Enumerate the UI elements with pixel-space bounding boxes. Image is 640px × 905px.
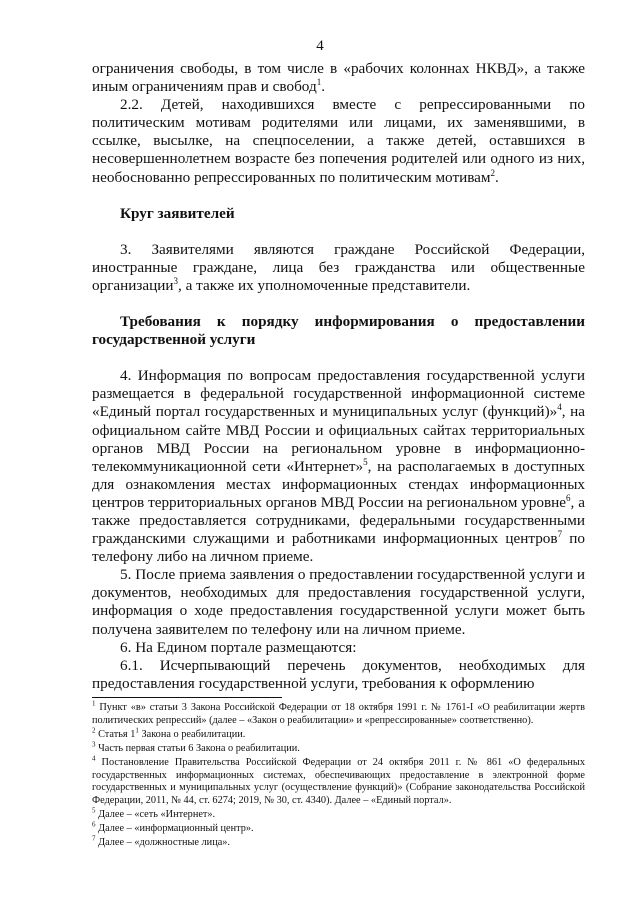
- footnote-ref-1: 1: [316, 77, 322, 88]
- footnote-ref-7: 7: [557, 529, 563, 539]
- footnote-ref-4: 4: [557, 402, 562, 413]
- footnotes: [92, 699, 585, 851]
- heading-applicants: Круг заявителей: [120, 204, 235, 222]
- paragraph-1-continuation: ограничения свободы, в том числе в «рабочих колоннах НКВД», а также иным ограничениям прав и свобод$^1$.: [92, 60, 585, 96]
- footnote-ref-6: 6: [566, 492, 571, 503]
- paragraph-4: 4. Информация по вопросам предоставления государственной услуги размещается в федеральной государственной информационной системе «Единый портал государственных и муниципальных услуг (функций)»$^4$, на официальном сайте МВД России и официальных сайтах территориальных органов МВД России на региональном уровне в информационно-телекоммуникационной сети «Интернет»$^5$, на располагаемых в доступных для ознакомления местах информационных стендах информационных центров территориальных органов МВД России на региональном уровне$^6$, а также предоставляется сотрудниками, федеральными государственными гражданскими служащими и работниками информационных центров$^7$ по телефону либо на личном приеме.: [92, 367, 585, 566]
- footnote-1: $^1$ Пункт «в» статьи 3 Закона Российской Федерации от 18 октября 1991 г. № 1761-I «О реабилитации жертв политических репрессий» (далее – «Закон о реабилитации» и «репрессированные» соответственно).: [92, 699, 585, 726]
- footnote-6: $^6$ Далее – «информационный центр».: [92, 820, 254, 835]
- paragraph-6: 6. На Едином портале размещаются:: [120, 638, 357, 656]
- page-number: 4: [316, 38, 324, 54]
- heading-information-requirements: Требования к порядку информирования о предоставлении государственной услуги: [92, 313, 585, 349]
- footnote-separator: [92, 697, 282, 698]
- document-body: [92, 60, 585, 693]
- footnote-3: $^3$ Часть первая статьи 6 Закона о реабилитации.: [92, 740, 300, 754]
- footnote-4: $^4$ Постановление Правительства Российской Федерации от 24 октября 2011 г. № 861 «О федеральных государственных информационных системах, обеспечивающих предоставление в электронной форме государственных и муниципальных услуг (осуществление функций)» (Собрание законодательства Российской Федерации, 2011, № 44, ст. 6274; 2019, № 30, ст. 4340). Далее – «Единый портал».: [92, 754, 585, 807]
- footnote-2: $^2$ Статья $1^1$ Закона о реабилитации.: [92, 726, 246, 740]
- footnote-ref-3: 3: [173, 275, 179, 286]
- paragraph-2-2: 2.2. Детей, находившихся вместе с репрессированными по политическим мотивам родителями или лицами, их заменявшими, в ссылке, высылке, на спецпоселении, а также детей, оставшихся в несовершеннолетнем возрасте без попечения родителей или одного из них, необоснованно репрессированных по политическим мотивам$^2$.: [92, 96, 585, 186]
- paragraph-5: 5. После приема заявления о предоставлении государственной услуги и документов, необходимых для предоставления государственной услуги, информация о ходе предоставления государственной услуги может быть получена заявителем по телефону или на личном приеме.: [92, 566, 585, 638]
- footnote-5: $^5$ Далее – «сеть «Интернет».: [92, 806, 216, 821]
- footnote-ref-5: 5: [363, 456, 368, 467]
- footnote-7: $^7$ Далее – «должностные лица».: [92, 834, 230, 849]
- paragraph-6-1: 6.1. Исчерпывающий перечень документов, необходимых для предоставления государственной услуги, требования к оформлению: [92, 656, 585, 692]
- footnote-ref-2: 2: [490, 167, 496, 178]
- paragraph-3: 3. Заявителями являются граждане Российской Федерации, иностранные граждане, лица без гражданства или общественные организации$^3$, а также их уполномоченные представители.: [92, 240, 585, 294]
